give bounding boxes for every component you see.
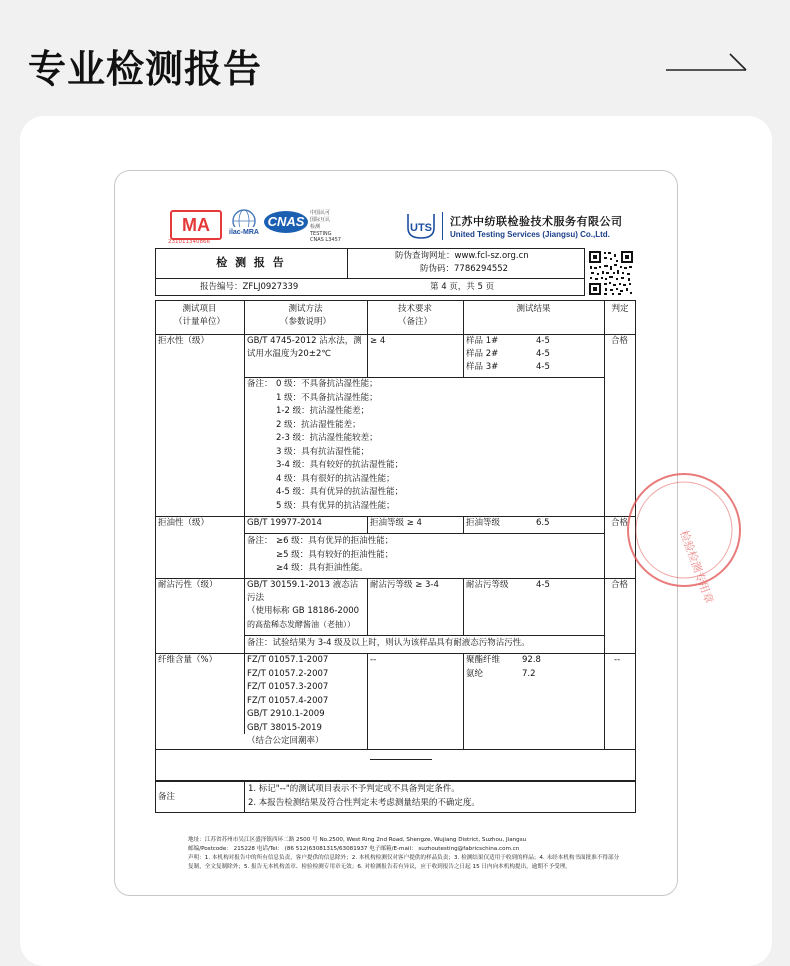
row-stain-result-label: 耐沾污等级	[466, 580, 509, 590]
row-stain-verdict: 合格	[611, 580, 629, 590]
svg-text:UTS: UTS	[410, 222, 432, 234]
footer-contact: 邮编/Postcode： 215228 电话/Tel： (86 512)63081315/63081937 电子邮箱/E-mail： suzhoutesting@fabricschina.com.cn	[188, 846, 520, 852]
row-stain-method-4: 的高盐稀态发酵酱油（老抽））	[247, 620, 355, 629]
row-oil-requirement: 拒油等级 ≥ 4	[370, 518, 422, 528]
water-note: 5 级：具有优异的抗沾湿性能；	[276, 500, 395, 511]
svg-text:检验检测专用章: 检验检测专用章	[677, 528, 716, 606]
row-fiber-verdict: --	[614, 655, 621, 665]
sample-2-name: 样品 2#	[466, 349, 499, 359]
logo-divider	[442, 212, 443, 240]
row-stain-method-1: GB/T 30159.1-2013 液态沾	[247, 580, 359, 590]
col-header-requirement: 技术要求	[397, 304, 432, 314]
report-title: 检 测 报 告	[216, 256, 286, 269]
qr-code-icon[interactable]	[588, 250, 634, 296]
fiber-method: FZ/T 01057.1-2007	[247, 655, 329, 665]
water-note: 4-5 级：具有优异的抗沾湿性能；	[276, 487, 404, 497]
row-oil-verdict: 合格	[611, 518, 629, 528]
cnas-logo: CNAS	[264, 211, 308, 233]
sample-1-value: 4-5	[536, 336, 550, 346]
row-stain-method-3: （使用标称 GB 18186-2000	[247, 606, 360, 616]
company-name-cn: 江苏中纺联检验技术服务有限公司	[450, 215, 623, 228]
page-title: 专业检测报告	[28, 47, 263, 91]
row-oil-item: 拒油性（级）	[158, 518, 210, 528]
fiber-result-1-value: 92.8	[522, 655, 541, 665]
row-stain-result-value: 4-5	[536, 580, 550, 590]
sample-1-name: 样品 1#	[466, 336, 499, 346]
inspection-stamp	[614, 470, 716, 606]
water-note: 1 级：不具备抗沾湿性能；	[276, 392, 378, 403]
row-water-item: 拒水性（级）	[158, 336, 210, 346]
footer-address: 地址：江苏省苏州市吴江区盛泽镇西环二路 2500 号 No.2500, West Ring 2nd Road, Shengze, Wujiang District, Suzhou, Jiangsu	[188, 837, 527, 843]
row-water-requirement: ≥ 4	[370, 336, 386, 346]
col-header-item: 测试项目	[182, 304, 217, 314]
ilac-mra-logo	[226, 208, 262, 240]
uts-logo-icon	[404, 210, 438, 242]
row-water-verdict: 合格	[611, 336, 629, 346]
row-stain-item: 耐沾污性（级）	[158, 580, 218, 590]
oil-note: ≥6 级：具有优异的拒油性能；	[276, 536, 394, 546]
row-oil-result-value: 6.5	[536, 518, 550, 528]
water-note: 1-2 级：抗沾湿性能差；	[276, 406, 370, 416]
water-note: 4 级：具有很好的抗沾湿性能；	[276, 473, 395, 484]
water-note: 3 级：具有抗沾湿性能；	[276, 446, 370, 457]
row-water-method-1: GB/T 4745-2012 沾水法，测	[247, 336, 362, 346]
oil-note: ≥5 级：具有较好的拒油性能；	[276, 549, 394, 560]
remark-line-1: 1. 标记"--"的测试项目表示不予判定或不具备判定条件。	[248, 784, 460, 794]
results-table	[155, 300, 636, 781]
row-oil-method: GB/T 19977-2014	[247, 518, 322, 528]
col-header-verdict: 判定	[611, 304, 629, 314]
sample-3-value: 4-5	[536, 362, 550, 372]
fiber-result-2-value: 7.2	[522, 668, 536, 679]
arrow-right-icon[interactable]	[666, 50, 748, 74]
water-notes-label: 备注：	[247, 379, 273, 389]
stain-note: 备注：试验结果为 3-4 级及以上时，则认为该样品具有耐液态污物沾污性。	[247, 638, 530, 648]
row-fiber-item: 纤维含量（%）	[158, 655, 218, 665]
fiber-method: FZ/T 01057.4-2007	[247, 695, 329, 706]
row-stain-method-2: 污法	[247, 593, 265, 603]
footer-statement-1: 声明：1. 本机构对报告中的所有信息负责，客户提供的信息除外；2. 本机构检测仅对客户提供的样品负责；3. 检测结果仅适用于收到的样品；4. 未经本机构书面批准不得部分	[188, 855, 620, 861]
footer-statement-2: 复制，全文复制除外；5. 报告无本机构盖章、检验检测专用章无效；6. 对检测报告若有异议，应于收到报告之日起 15 日内向本机构提出，逾期不予受理。	[188, 864, 571, 870]
col-header-result: 测试结果	[516, 304, 551, 314]
remarks-label: 备注	[158, 792, 176, 802]
fiber-result-1-name: 聚酯纤维	[466, 655, 501, 665]
cnas-code: CNAS L3457	[310, 237, 341, 243]
remark-line-2: 2. 本报告检测结果及符合性判定未考虑测量结果的不确定度。	[248, 798, 480, 808]
row-oil-result-label: 拒油等级	[466, 518, 501, 528]
cma-logo: MA	[170, 210, 222, 240]
sample-2-value: 4-5	[536, 349, 550, 359]
svg-text:ilac-MRA: ilac-MRA	[229, 229, 259, 236]
row-fiber-requirement: --	[370, 655, 377, 665]
col-header-method: 测试方法	[288, 304, 323, 314]
company-name-en: United Testing Services (Jiangsu) Co.,Ltd.	[450, 230, 610, 239]
page-info: 第 4 页，共 5 页	[430, 282, 495, 292]
anti-fake-code: 防伪码：7786294552	[420, 264, 509, 274]
oil-notes-label: 备注：	[247, 536, 273, 546]
fiber-method: FZ/T 01057.2-2007	[247, 668, 329, 679]
fiber-method: GB/T 38015-2019	[247, 722, 322, 733]
report-number: 报告编号：ZFLJ0927339	[200, 282, 299, 292]
cnas-side-text: 中国认可 国际互认 检测 TESTING	[310, 210, 332, 237]
water-note: 2-3 级：抗沾湿性能较差；	[276, 433, 378, 443]
water-note: 0 级：不具备抗沾湿性能；	[276, 379, 378, 389]
cma-number: 231011340866	[168, 239, 210, 245]
fiber-result-2-name: 氨纶	[466, 668, 484, 679]
anti-fake-site[interactable]: 防伪查询网址：www.fcl-sz.org.cn	[395, 251, 529, 261]
fiber-method: FZ/T 01057.3-2007	[247, 682, 329, 692]
water-note: 2 级：抗沾湿性能差；	[276, 419, 361, 430]
row-stain-requirement: 耐沾污等级 ≥ 3-4	[370, 580, 439, 590]
fiber-method: （结合公定回潮率）	[247, 736, 324, 746]
row-water-method-2: 试用水温度为20±2℃	[247, 349, 331, 359]
fiber-method: GB/T 2910.1-2009	[247, 709, 325, 719]
water-note: 3-4 级：具有较好的抗沾湿性能；	[276, 460, 404, 470]
oil-note: ≥4 级：具有拒油性能。	[276, 563, 368, 573]
sample-3-name: 样品 3#	[466, 362, 499, 372]
